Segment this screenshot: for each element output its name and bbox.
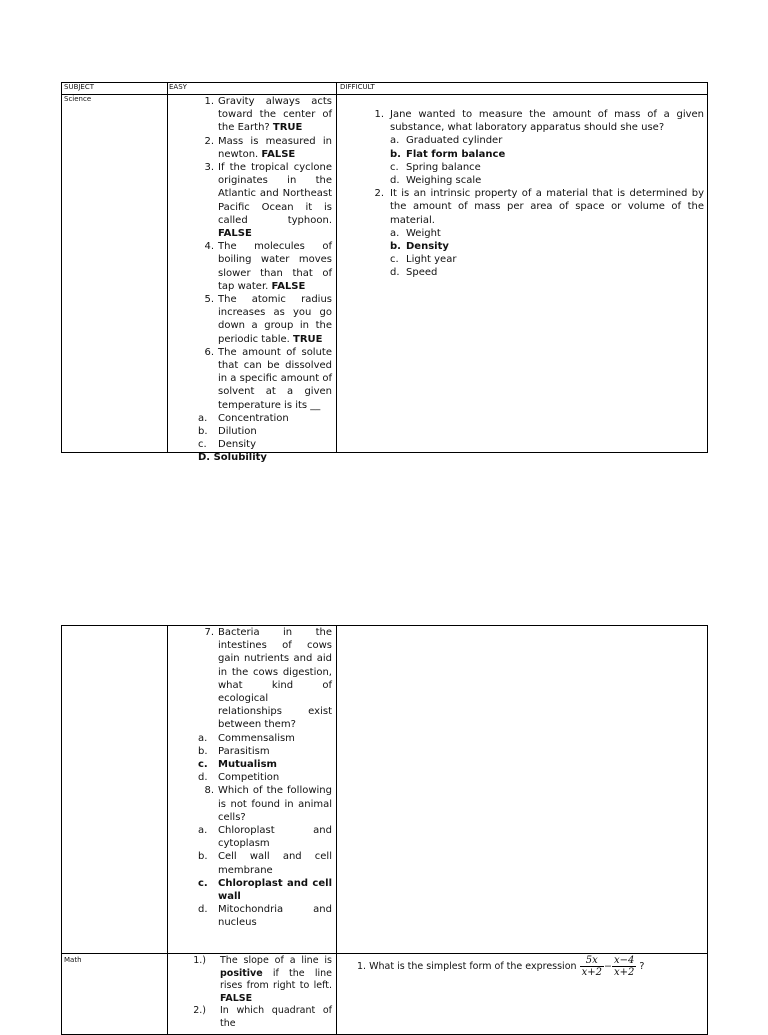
minus-sign: − [603,960,612,972]
option-text: Flat form balance [406,148,506,160]
option-letter: a. [198,412,208,424]
option-letter: a. [390,135,400,147]
question-text: The slope of a line is [220,955,332,966]
option-text: Spring balance [406,161,481,173]
option-letter: d. [390,175,400,187]
question-item [198,161,332,240]
option-item [372,227,704,240]
question-number: 2. [204,135,214,147]
header-subject: SUBJECT [64,83,95,91]
option-item [372,266,704,279]
question-text: If the tropical cyclone originates in the Atlantic and Northeast Pacific Ocean it is called typhoon. [218,162,332,226]
fraction-denominator: x+2 [581,967,602,978]
fraction [580,955,604,978]
question-text: Bacteria in the intestines of cows gain nutrients and aid in the cows digestion, what kind of ecological relationships exist between them? [218,627,332,731]
question-text: The atomic radius increases as you go down a group in the periodic table. [218,294,332,345]
option-item [372,253,704,266]
option-item [198,850,332,876]
option-item-correct [198,758,332,771]
question-item [198,626,332,732]
option-letter: c. [198,439,207,451]
option-letter: d. [198,772,208,784]
option-item-correct [198,451,332,464]
option-letter: c. [198,877,208,889]
option-letter: a. [198,732,208,744]
option-letter: b. [198,851,208,863]
option-letter: b. [390,148,401,160]
answer-key: FALSE [271,280,306,292]
answer-key: TRUE [272,122,303,134]
question-number: 6. [204,346,214,358]
question-number: 1.) [193,955,206,966]
question-text: In which quadrant of the [220,1005,332,1029]
subject-science: Science [64,95,92,103]
math-easy-column [193,955,332,1031]
question-number: 2.) [193,1005,206,1017]
option-item [372,161,704,174]
option-text: Chloroplast and cell wall [218,877,332,903]
option-item [198,903,332,929]
question-item [193,955,332,1005]
question-text: Gravity always acts toward the center of the Earth? [218,96,332,134]
option-text: Weighing scale [406,175,482,187]
column-divider [336,83,337,452]
question-item [198,135,332,161]
question-number: 1. [204,96,214,107]
science-easy-column [198,95,332,465]
option-letter: a. [198,825,208,837]
question-text: The molecules of boiling water moves slower than that of tap water. [218,241,332,292]
row-divider [62,953,707,954]
option-item [198,732,332,745]
option-text: Speed [406,267,438,279]
question-text: Which of the following is not found in animal cells? [218,785,332,823]
option-letter: d. [198,904,208,916]
option-letter: b. [390,241,401,253]
question-number: 4. [204,241,214,253]
question-text: Jane wanted to measure the amount of mass of a given substance, what laboratory apparatus should she use? [390,109,704,134]
option-text: Light year [406,254,457,266]
option-letter: D. [198,452,211,464]
fraction [612,955,636,978]
question-item [193,1005,332,1030]
fraction-denominator: x+2 [613,967,635,978]
question-number: 3. [204,162,214,174]
answer-key: FALSE [218,228,252,240]
option-text: Density [406,241,449,253]
option-text: Competition [218,772,280,784]
question-number: 2. [374,188,384,200]
option-text: Cell wall and cell membrane [218,851,332,876]
question-number: 5. [204,294,214,306]
option-text: Density [218,439,257,451]
fraction-numerator: x−4 [613,955,635,966]
option-letter: c. [390,161,399,173]
science-difficult-column [372,108,704,280]
question-item [372,187,704,227]
option-item [198,745,332,758]
question-item [198,784,332,824]
question-item [198,293,332,346]
option-text: Commensalism [218,732,295,744]
subject-math: Math [64,956,82,964]
option-item-correct [372,240,704,253]
option-letter: d. [390,267,400,279]
option-item [198,824,332,850]
question-number: 8. [204,785,214,797]
question-text: if the line rises from right to left. [220,967,332,992]
question-text: The amount of solute that can be dissolved in a specific amount of solvent at a given temperature is its __ [218,346,332,411]
option-text: Chloroplast and cytoplasm [218,825,332,850]
fraction-numerator: 5x [580,955,604,967]
option-item [198,425,332,438]
option-letter: c. [390,254,399,266]
science-easy-column-continued [198,626,332,930]
option-letter: b. [198,745,208,757]
column-divider [167,83,168,452]
option-text: Mitochondria and nucleus [218,904,332,929]
emphasis-text: positive [220,967,263,979]
option-item [198,412,332,425]
question-item [198,95,332,135]
option-letter: a. [390,227,400,239]
question-number: 1. [374,109,384,120]
option-item [198,438,332,451]
option-item [372,134,704,147]
option-letter: b. [198,426,208,438]
question-text: It is an intrinsic property of a material that is determined by the amount of mass per area of space or volume of the material. [390,188,704,226]
option-text: Weight [406,227,441,239]
option-text: Solubility [213,452,267,464]
option-letter: c. [198,759,208,771]
option-text: Graduated cylinder [406,135,503,147]
question-item [372,108,704,134]
option-text: Concentration [218,412,289,424]
answer-key: FALSE [261,148,296,160]
option-item-correct [198,877,332,903]
question-item [198,346,332,412]
question-text: 1. What is the simplest form of the expression [357,960,577,972]
answer-key: FALSE [220,992,253,1004]
math-difficult-question [357,955,644,978]
column-divider [167,626,168,1034]
option-item [198,771,332,784]
option-item [372,174,704,187]
header-divider [62,94,707,95]
option-text: Parasitism [218,745,270,757]
question-item [198,240,332,293]
question-number: 7. [204,627,214,638]
option-text: Mutualism [218,759,277,771]
header-difficult: DIFFICULT [340,83,375,91]
question-text: Mass is measured in newton. [218,135,332,160]
header-easy: EASY [169,83,187,91]
option-text: Dilution [218,426,257,438]
column-divider [336,626,337,1034]
option-item-correct [372,148,704,161]
question-mark: ? [639,960,645,972]
answer-key: TRUE [293,333,323,345]
